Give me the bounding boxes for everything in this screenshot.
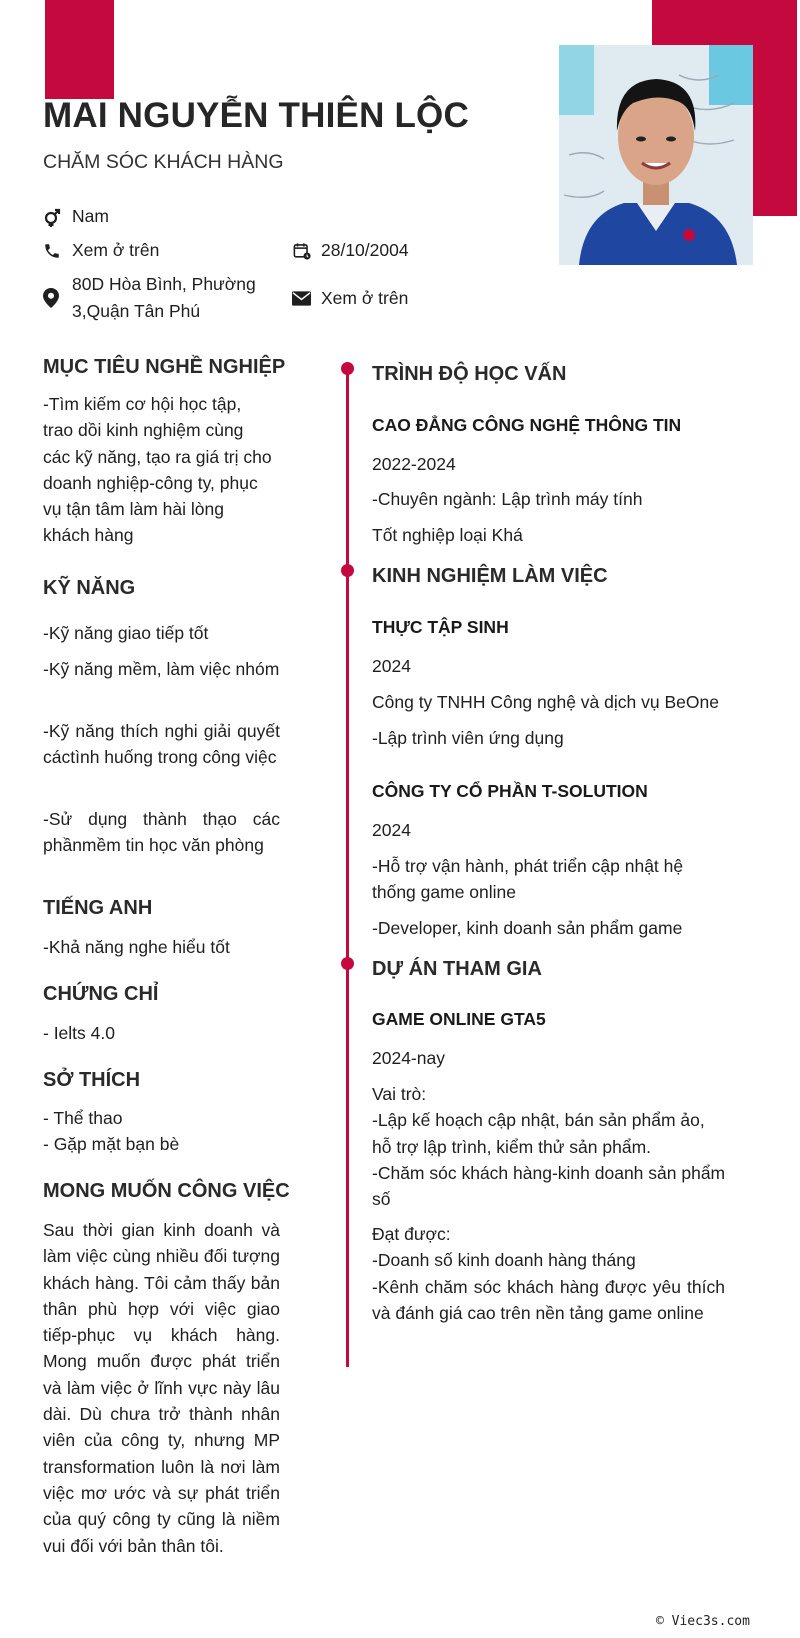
education-school: CAO ĐẲNG CÔNG NGHỆ THÔNG TIN: [372, 415, 682, 435]
role-item: -Chăm sóc khách hàng-kinh doanh sản phẩm số: [372, 1162, 726, 1210]
calendar-icon: [292, 241, 318, 261]
hobbies-heading: SỞ THÍCH: [43, 1069, 141, 1091]
education-heading: TRÌNH ĐỘ HỌC VẤN: [372, 363, 567, 385]
education-result: Tốt nghiệp loại Khá: [372, 525, 523, 545]
hobbies-list: [43, 1105, 179, 1158]
address-row: [43, 271, 256, 325]
project-role: [372, 1081, 727, 1212]
job-desc-2b: -Developer, kinh doanh sản phẩm game: [372, 918, 683, 938]
wish-heading: MONG MUỐN CÔNG VIỆC: [43, 1180, 290, 1202]
job-desc-1: -Lập trình viên ứng dụng: [372, 728, 564, 748]
address-line-2: 3,Quận Tân Phú: [72, 301, 201, 321]
job-title-1: THỰC TẬP SINH: [372, 617, 509, 637]
timeline-dot: [341, 564, 354, 577]
location-pin-icon: [43, 288, 69, 308]
project-achievements: [372, 1221, 725, 1326]
hobby-item: - Thể thao: [43, 1108, 123, 1128]
job-title: CHĂM SÓC KHÁCH HÀNG: [43, 151, 284, 173]
gender-row: [43, 203, 109, 230]
objective-line: vụ tận tâm làm hài lòng: [43, 499, 224, 520]
phone-row: [43, 237, 159, 264]
birthday-value: 28/10/2004: [321, 240, 409, 260]
achieve-label: Đạt được:: [372, 1224, 451, 1244]
footer-watermark: © Viec3s.com: [656, 1614, 750, 1629]
job-period-1: 2024: [372, 656, 411, 676]
decor-block-left: [45, 0, 114, 99]
project-name: GAME ONLINE GTA5: [372, 1009, 546, 1029]
wish-text: Sau thời gian kinh doanh và làm việc cùng nhiều đối tượng khách hàng. Tôi cảm thấy bản thân phù hợp với việc giao tiếp-phục vụ khách hàng. Mong muốn được phát triển và làm việc ở lĩnh vực này lâu dài. Dù chưa trở thành nhân viên của công ty, nhưng MP transformation luôn là nơi làm việc mơ ước và sự phát triển của quý công ty cũng là niềm vui đối với bản thân tôi.: [43, 1220, 280, 1556]
project-period: 2024-nay: [372, 1048, 445, 1068]
education-period: 2022-2024: [372, 454, 456, 474]
birthday-row: [292, 237, 409, 264]
objective-line: doanh nghiệp-công ty, phục: [43, 472, 258, 493]
phone-icon: [43, 241, 69, 261]
role-item: -Lập kế hoạch cập nhật, bán sản phẩm ảo, hỗ trợ lập trình, kiểm thử sản phẩm.: [372, 1110, 705, 1157]
email-row: [292, 285, 408, 312]
timeline-dot: [341, 362, 354, 375]
skill-item: -Kỹ năng giao tiếp tốt: [43, 623, 209, 643]
english-text: -Khả năng nghe hiểu tốt: [43, 937, 230, 957]
projects-heading: DỰ ÁN THAM GIA: [372, 958, 542, 980]
certificates-heading: CHỨNG CHỈ: [43, 983, 159, 1005]
job-title-2: CÔNG TY CỔ PHẦN T-SOLUTION: [372, 781, 648, 801]
achieve-item: -Kênh chăm sóc khách hàng được yêu thích và đánh giá cao trên nền tảng game online: [372, 1276, 725, 1323]
certificates-text: - Ielts 4.0: [43, 1023, 115, 1043]
skill-item: -Kỹ năng thích nghi giải quyết cáctình huống trong công việc: [43, 721, 280, 768]
gender-value: Nam: [72, 206, 109, 226]
role-label: Vai trò:: [372, 1084, 427, 1104]
job-period-2: 2024: [372, 820, 411, 840]
address-line-1: 80D Hòa Bình, Phường: [72, 274, 256, 294]
job-company-1: Công ty TNHH Công nghệ và dịch vụ BeOne: [372, 692, 719, 712]
hobby-item: - Gặp mặt bạn bè: [43, 1134, 180, 1155]
objective-line: trao dồi kinh nghiệm cùng: [43, 420, 244, 441]
job-desc-2a: -Hỗ trợ vận hành, phát triển cập nhật hệ thống game online: [372, 856, 684, 903]
objective-line: -Tìm kiếm cơ hội học tập,: [43, 394, 242, 414]
skill-item: -Kỹ năng mềm, làm việc nhóm: [43, 659, 280, 679]
gender-icon: [43, 207, 69, 227]
skill-item: -Sử dụng thành thạo các phầnmềm tin học văn phòng: [43, 809, 280, 856]
timeline-dot: [341, 957, 354, 970]
email-value: Xem ở trên: [321, 288, 409, 308]
timeline-line: [346, 368, 349, 1367]
objective-line: các kỹ năng, tạo ra giá trị cho: [43, 446, 272, 467]
objective-text: [43, 391, 288, 549]
achieve-item: -Doanh số kinh doanh hàng tháng: [372, 1250, 636, 1271]
objective-line: khách hàng: [43, 525, 134, 546]
education-major: -Chuyên ngành: Lập trình máy tính: [372, 489, 643, 509]
objective-heading: MỤC TIÊU NGHỀ NGHIỆP: [43, 356, 286, 378]
experience-heading: KINH NGHIỆM LÀM VIỆC: [372, 565, 608, 587]
candidate-name: MAI NGUYỄN THIÊN LỘC: [43, 96, 469, 135]
profile-photo: [559, 45, 753, 265]
phone-value: Xem ở trên: [72, 240, 160, 260]
english-heading: TIẾNG ANH: [43, 897, 153, 919]
skills-heading: KỸ NĂNG: [43, 577, 136, 599]
envelope-icon: [292, 289, 318, 309]
